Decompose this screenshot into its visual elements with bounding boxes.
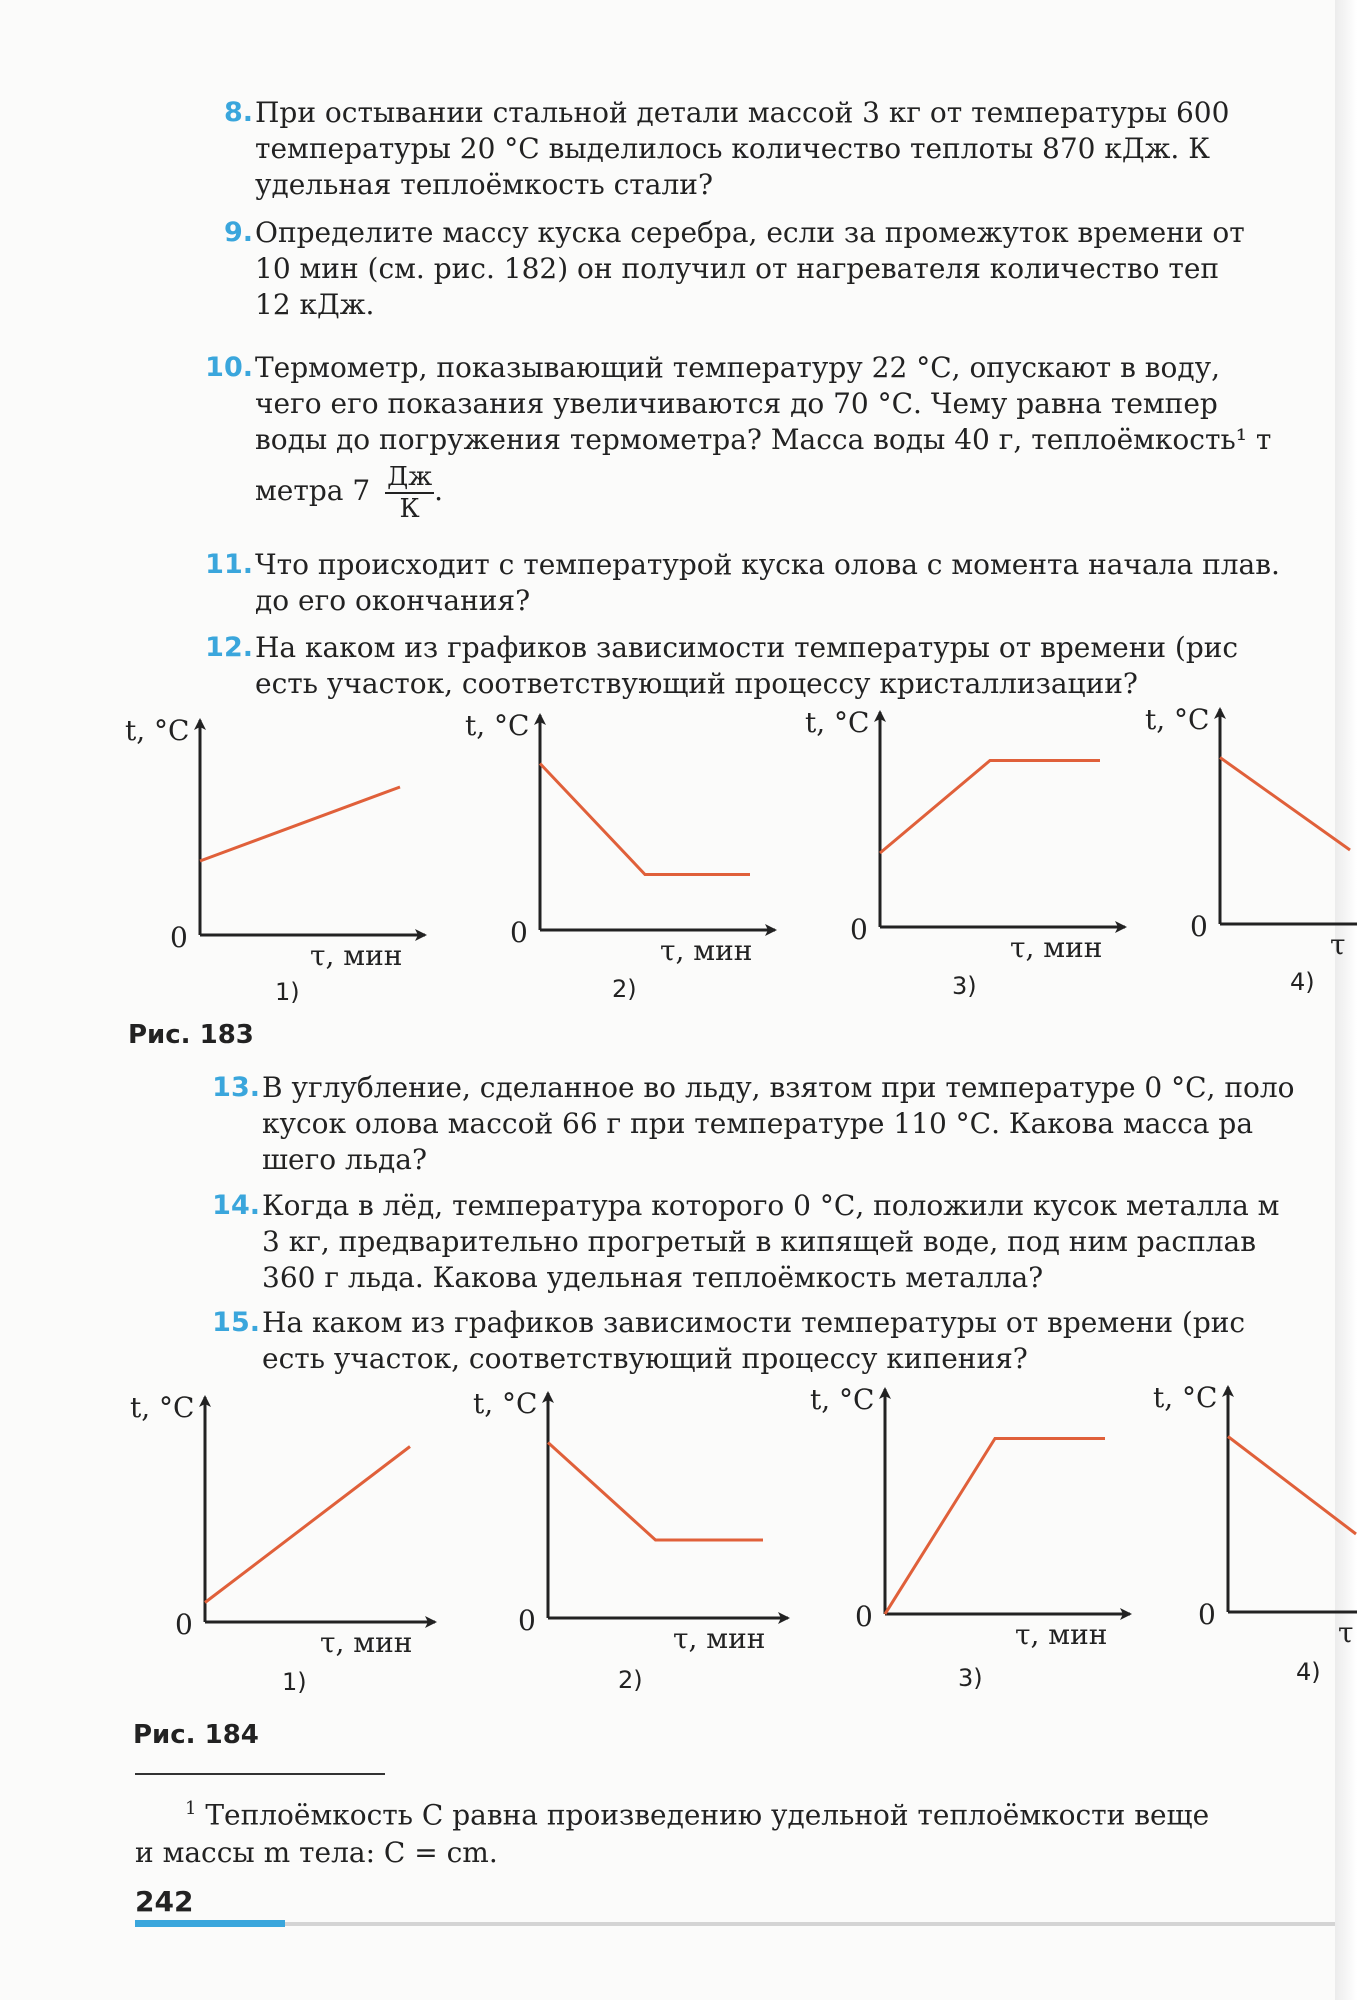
problem-number: 11. xyxy=(205,549,253,580)
x-axis-label: τ, мин xyxy=(310,939,403,972)
problem-text-line: На каком из графиков зависимости температуры от времени (рис xyxy=(262,1306,1246,1339)
origin-label: 0 xyxy=(855,1600,873,1633)
x-axis-label: τ, мин xyxy=(1010,931,1103,964)
problem-text-line: Определите массу куска серебра, если за промежуток времени от xyxy=(255,216,1245,249)
problem-number: 9. xyxy=(223,217,253,248)
series-line xyxy=(885,1439,1105,1615)
graph-panel-3 xyxy=(805,706,1125,1000)
problem-text-line: 3 кг, предварительно прогретый в кипящей воде, под ним расплав xyxy=(262,1225,1256,1258)
y-axis-label: t, °С xyxy=(1145,703,1210,736)
footnote-text-line: и массы m тела: C = cm. xyxy=(135,1836,498,1870)
panel-label: 1) xyxy=(282,1668,307,1696)
y-axis-label: t, °С xyxy=(130,1391,195,1424)
problem-text-line: В углубление, сделанное во льду, взятом при температуре 0 °С, поло xyxy=(262,1071,1295,1104)
graph-panel-3 xyxy=(810,1383,1130,1692)
x-axis-label: τ, мин xyxy=(1015,1618,1108,1651)
x-axis-label: τ xyxy=(1330,928,1346,961)
problem-text-line: Что происходит с температурой куска олова с момента начала плав. xyxy=(255,548,1280,581)
origin-label: 0 xyxy=(518,1604,536,1637)
graph-panel-2 xyxy=(473,1387,788,1694)
fraction-numerator: Дж xyxy=(387,461,433,492)
figure-183 xyxy=(125,703,1357,1006)
problem-text-line: удельная теплоёмкость стали? xyxy=(255,168,713,201)
graph-panel-4 xyxy=(1153,1381,1357,1686)
panel-label: 2) xyxy=(612,975,637,1003)
origin-label: 0 xyxy=(1198,1598,1216,1631)
problem-14 xyxy=(212,1188,1342,1296)
page-number: 242 xyxy=(135,1885,194,1918)
series-line xyxy=(200,787,400,861)
problem-15 xyxy=(212,1305,1342,1377)
panel-label: 3) xyxy=(952,972,977,1000)
page-bottom-rule xyxy=(285,1922,1335,1926)
y-axis-label: t, °С xyxy=(125,714,190,747)
graph-panel-4 xyxy=(1145,703,1357,996)
problem-text-line: 360 г льда. Какова удельная теплоёмкость металла? xyxy=(262,1261,1044,1294)
origin-label: 0 xyxy=(1190,910,1208,943)
series-line xyxy=(540,764,750,875)
problem-text-line: 10 мин (см. рис. 182) он получил от нагревателя количество теп xyxy=(255,252,1220,285)
problem-text-line: Термометр, показывающий температуру 22 °С, опускают в воду, xyxy=(255,351,1220,384)
series-line xyxy=(880,761,1100,854)
origin-label: 0 xyxy=(510,916,528,949)
x-axis-label: τ, мин xyxy=(320,1626,413,1659)
origin-label: 0 xyxy=(850,913,868,946)
y-axis-label: t, °С xyxy=(1153,1381,1218,1414)
series-line xyxy=(548,1443,763,1541)
problem-number: 13. xyxy=(212,1072,260,1103)
panel-label: 3) xyxy=(958,1664,983,1692)
panel-label: 4) xyxy=(1296,1658,1321,1686)
problem-text-line: 12 кДж. xyxy=(255,288,375,321)
graph-panel-1 xyxy=(125,714,425,1006)
problem-number: 15. xyxy=(212,1307,260,1338)
problem-text-line: При остывании стальной детали массой 3 кг от температуры 600 xyxy=(255,96,1230,129)
x-axis-label: τ, мин xyxy=(660,934,753,967)
origin-label: 0 xyxy=(175,1608,193,1641)
y-axis-label: t, °С xyxy=(810,1383,875,1416)
panel-label: 2) xyxy=(618,1666,643,1694)
series-line xyxy=(1228,1437,1356,1535)
problem-text-line: На каком из графиков зависимости температуры от времени (рис xyxy=(255,631,1239,664)
panel-label: 4) xyxy=(1290,968,1315,996)
problem-number: 8. xyxy=(223,97,253,128)
problem-text-line: чего его показания увеличиваются до 70 °С. Чему равна темпер xyxy=(255,387,1218,420)
problem-number: 12. xyxy=(205,632,253,663)
fraction-denominator: К xyxy=(399,493,420,524)
problem-text-line: до его окончания? xyxy=(255,584,531,617)
problem-text-line: воды до погружения термометра? Масса воды 40 г, теплоёмкость¹ т xyxy=(255,423,1272,456)
series-line xyxy=(1220,758,1350,851)
x-axis-label: τ, мин xyxy=(673,1622,766,1655)
origin-label: 0 xyxy=(170,921,188,954)
y-axis-label: t, °С xyxy=(473,1387,538,1420)
panel-label: 1) xyxy=(275,978,300,1006)
problem-number: 10. xyxy=(205,352,253,383)
footnote-divider xyxy=(135,1773,385,1775)
figure-184 xyxy=(130,1381,1357,1696)
footnote-mark: 1 xyxy=(185,1798,197,1819)
problem-text-line: есть участок, соответствующий процессу кипения? xyxy=(262,1342,1028,1375)
graph-panel-2 xyxy=(465,709,775,1003)
problem-text-line: температуры 20 °С выделилось количество теплоты 870 кДж. К xyxy=(255,132,1210,165)
y-axis-label: t, °С xyxy=(465,709,530,742)
problem-number: 14. xyxy=(212,1190,260,1221)
footnote xyxy=(135,1790,1335,1872)
fraction-prefix: метра 7 xyxy=(255,474,371,507)
graph-panel-1 xyxy=(130,1391,435,1696)
footnote-text-line: Теплоёмкость C равна произведению удельной теплоёмкости веще xyxy=(205,1798,1210,1832)
y-axis-label: t, °С xyxy=(805,706,870,739)
problem-text-line: кусок олова массой 66 г при температуре 110 °С. Какова масса ра xyxy=(262,1107,1254,1140)
figure-183-caption: Рис. 183 xyxy=(128,1020,254,1050)
problem-text-line: Когда в лёд, температура которого 0 °С, положили кусок металла м xyxy=(262,1189,1280,1222)
figure-184-caption: Рис. 184 xyxy=(133,1720,259,1750)
problem-text-line: есть участок, соответствующий процессу кристаллизации? xyxy=(255,667,1138,700)
fraction-suffix: . xyxy=(434,474,444,507)
series-line xyxy=(205,1447,410,1603)
problem-13 xyxy=(212,1070,1342,1178)
page-accent-bar xyxy=(135,1920,285,1927)
x-axis-label: τ xyxy=(1338,1616,1354,1649)
problem-text-line: шего льда? xyxy=(262,1143,428,1176)
footnote-line xyxy=(135,1790,1335,1834)
